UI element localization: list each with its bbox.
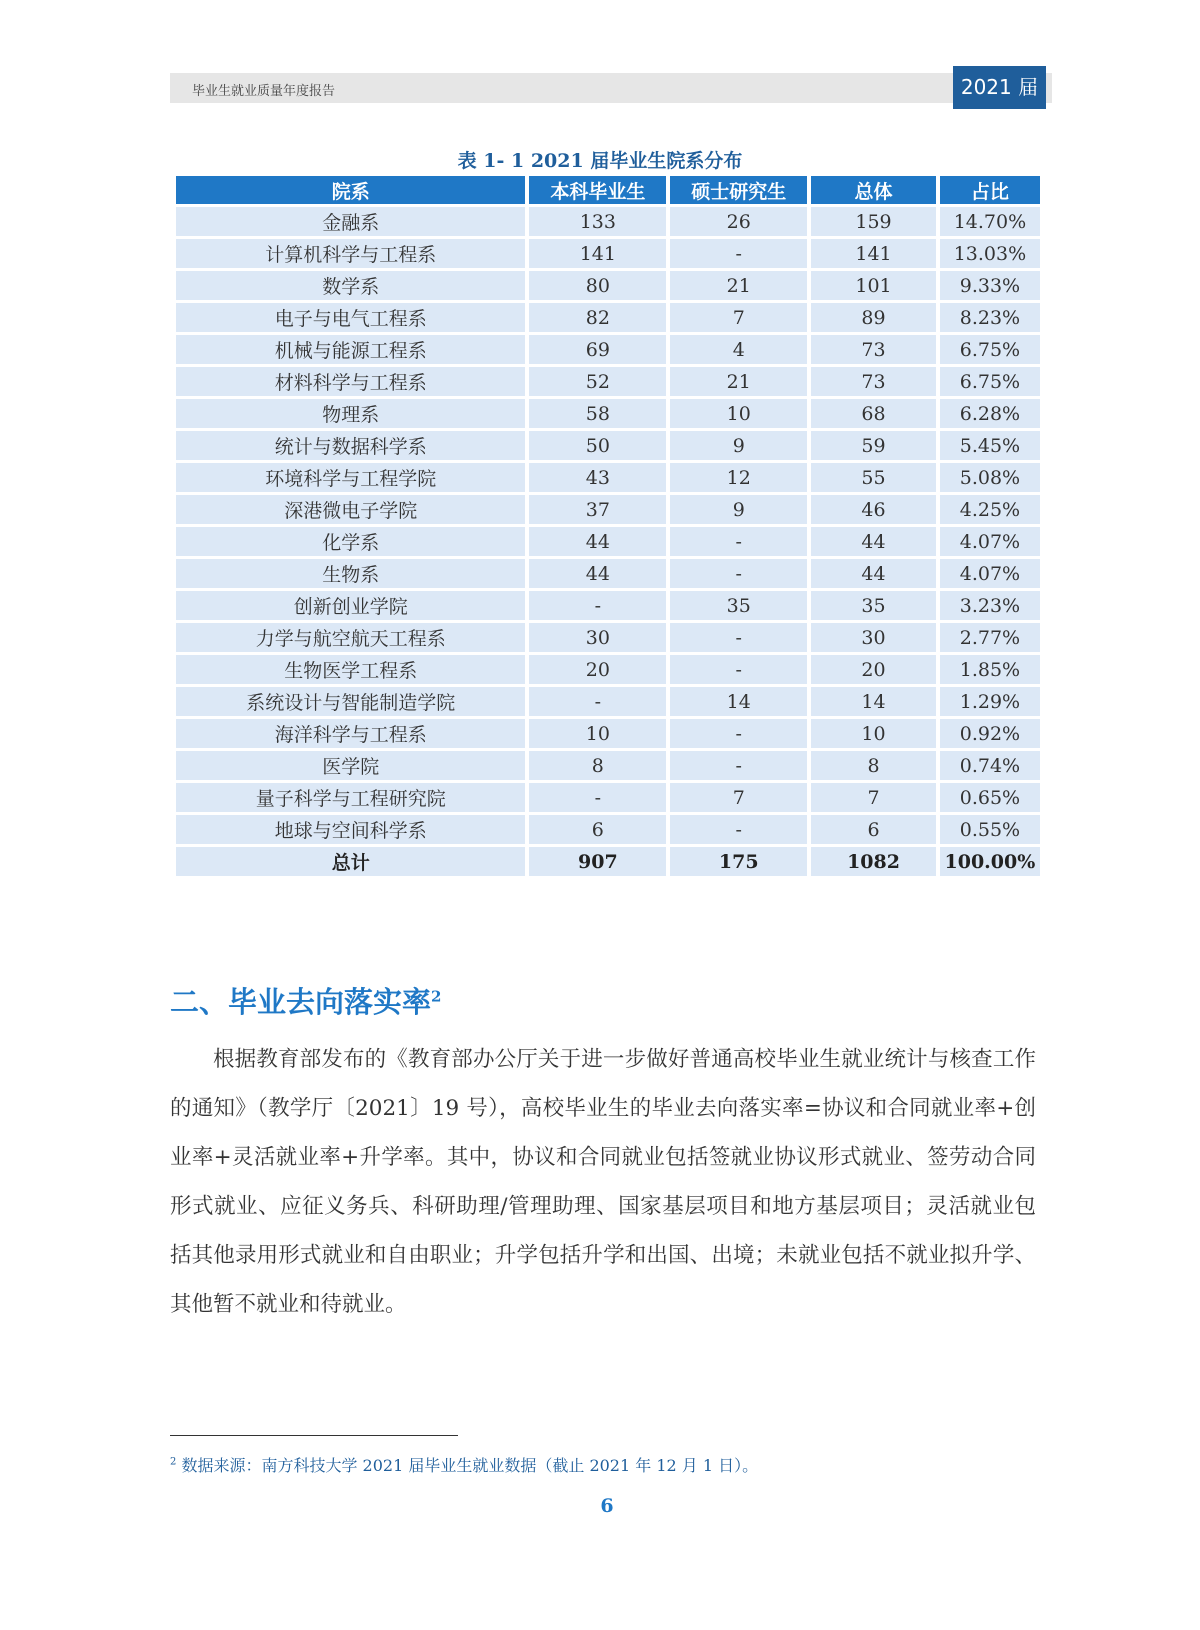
cell-department: 医学院 — [176, 751, 525, 780]
cell-master: - — [670, 751, 807, 780]
table-row — [176, 719, 1040, 748]
cell-undergrad: 44 — [529, 527, 666, 556]
cell-master: - — [670, 815, 807, 844]
cell-undergrad: 69 — [529, 335, 666, 364]
cell-master: 10 — [670, 399, 807, 428]
cell-master: 35 — [670, 591, 807, 620]
cell-undergrad: 10 — [529, 719, 666, 748]
cell-undergrad: 6 — [529, 815, 666, 844]
cell-total: 73 — [811, 367, 936, 396]
cell-share: 0.65% — [940, 783, 1040, 812]
cell-master: 21 — [670, 271, 807, 300]
section-heading — [170, 980, 441, 1021]
col-header-total: 总体 — [811, 176, 936, 204]
cell-undergrad: - — [529, 591, 666, 620]
cell-total: 6 — [811, 815, 936, 844]
cell-share: 0.92% — [940, 719, 1040, 748]
cell-master: 7 — [670, 783, 807, 812]
cell-total: 46 — [811, 495, 936, 524]
cell-share: 1.29% — [940, 687, 1040, 716]
cell-total: 35 — [811, 591, 936, 620]
cell-share: 6.75% — [940, 367, 1040, 396]
cell-total: 89 — [811, 303, 936, 332]
cell-total: 44 — [811, 559, 936, 588]
cell-department: 材料科学与工程系 — [176, 367, 525, 396]
body-paragraph: 根据教育部发布的《教育部办公厅关于进一步做好普通高校毕业生就业统计与核查工作的通知》（教学厅〔2021〕19 号），高校毕业生的毕业去向落实率=协议和合同就业率+创业率+灵活就业率+升学率。其中，协议和合同就业包括签就业协议形式就业、签劳动合同形式就业、应征义务兵、科研助理/管理助理、国家基层项目和地方基层项目；灵活就业包括其他录用形式就业和自由职业；升学包括升学和出国、出境；未就业包括不就业拟升学、其他暂不就业和待就业。 — [170, 1047, 1036, 1317]
cell-master: - — [670, 527, 807, 556]
cell-department: 电子与电气工程系 — [176, 303, 525, 332]
cell-total: 141 — [811, 239, 936, 268]
cell-undergrad: 82 — [529, 303, 666, 332]
cell-master: 21 — [670, 367, 807, 396]
cell-department: 环境科学与工程学院 — [176, 463, 525, 492]
cell-department: 深港微电子学院 — [176, 495, 525, 524]
col-header-undergrad: 本科毕业生 — [529, 176, 666, 204]
cell-undergrad: - — [529, 783, 666, 812]
cell-department: 生物医学工程系 — [176, 655, 525, 684]
page-number: 6 — [600, 1495, 614, 1517]
total-cell-share: 100.00% — [940, 847, 1040, 876]
cell-department: 数学系 — [176, 271, 525, 300]
cell-department: 统计与数据科学系 — [176, 431, 525, 460]
cell-undergrad: 52 — [529, 367, 666, 396]
cell-total: 68 — [811, 399, 936, 428]
cell-share: 6.28% — [940, 399, 1040, 428]
cell-department: 物理系 — [176, 399, 525, 428]
cell-share: 0.55% — [940, 815, 1040, 844]
footnote-divider — [170, 1435, 458, 1436]
table-row — [176, 431, 1040, 460]
footnote — [170, 1453, 758, 1476]
cell-share: 13.03% — [940, 239, 1040, 268]
table-row — [176, 527, 1040, 556]
table-row — [176, 367, 1040, 396]
table-body — [176, 207, 1040, 876]
cell-undergrad: 20 — [529, 655, 666, 684]
cell-undergrad: 50 — [529, 431, 666, 460]
cell-undergrad: 43 — [529, 463, 666, 492]
cell-total: 7 — [811, 783, 936, 812]
report-title: 毕业生就业质量年度报告 — [192, 84, 336, 99]
cell-share: 2.77% — [940, 623, 1040, 652]
cell-share: 8.23% — [940, 303, 1040, 332]
cell-total: 30 — [811, 623, 936, 652]
cell-master: 14 — [670, 687, 807, 716]
table-row — [176, 463, 1040, 492]
table-header-row — [176, 176, 1040, 204]
cell-master: - — [670, 719, 807, 748]
cell-total: 159 — [811, 207, 936, 236]
cell-department: 地球与空间科学系 — [176, 815, 525, 844]
cell-undergrad: - — [529, 687, 666, 716]
cell-total: 59 — [811, 431, 936, 460]
cell-total: 10 — [811, 719, 936, 748]
cell-undergrad: 133 — [529, 207, 666, 236]
table-row — [176, 303, 1040, 332]
table-row — [176, 655, 1040, 684]
section-heading-text: 二、毕业去向落实率 — [170, 985, 432, 1019]
cell-master: - — [670, 559, 807, 588]
cell-share: 4.07% — [940, 527, 1040, 556]
cell-share: 4.07% — [940, 559, 1040, 588]
cell-total: 14 — [811, 687, 936, 716]
table-row — [176, 495, 1040, 524]
table-total-row — [176, 847, 1040, 876]
table-row — [176, 751, 1040, 780]
total-cell-department: 总计 — [176, 847, 525, 876]
cell-total: 73 — [811, 335, 936, 364]
table-row — [176, 239, 1040, 268]
cell-share: 1.85% — [940, 655, 1040, 684]
table-row — [176, 207, 1040, 236]
cell-department: 金融系 — [176, 207, 525, 236]
table-row — [176, 687, 1040, 716]
cell-master: 9 — [670, 495, 807, 524]
footnote-text: 数据来源：南方科技大学 2021 届毕业生就业数据（截止 2021 年 12 月 1 日）。 — [181, 1456, 759, 1475]
cell-department: 创新创业学院 — [176, 591, 525, 620]
cell-department: 计算机科学与工程系 — [176, 239, 525, 268]
cell-master: - — [670, 239, 807, 268]
cell-undergrad: 30 — [529, 623, 666, 652]
cell-undergrad: 58 — [529, 399, 666, 428]
cell-department: 化学系 — [176, 527, 525, 556]
cell-total: 55 — [811, 463, 936, 492]
cell-department: 量子科学与工程研究院 — [176, 783, 525, 812]
cell-total: 101 — [811, 271, 936, 300]
cell-total: 8 — [811, 751, 936, 780]
table-row — [176, 399, 1040, 428]
table-row — [176, 559, 1040, 588]
cell-share: 0.74% — [940, 751, 1040, 780]
cell-department: 生物系 — [176, 559, 525, 588]
cell-share: 4.25% — [940, 495, 1040, 524]
cell-master: - — [670, 655, 807, 684]
cell-undergrad: 37 — [529, 495, 666, 524]
cell-master: 12 — [670, 463, 807, 492]
cell-master: - — [670, 623, 807, 652]
cell-share: 5.08% — [940, 463, 1040, 492]
footnote-mark: 2 — [170, 1456, 177, 1468]
cell-total: 20 — [811, 655, 936, 684]
year-badge: 2021 届 — [953, 66, 1046, 109]
cell-master: 9 — [670, 431, 807, 460]
cell-undergrad: 44 — [529, 559, 666, 588]
cell-department: 海洋科学与工程系 — [176, 719, 525, 748]
cell-undergrad: 8 — [529, 751, 666, 780]
cell-undergrad: 141 — [529, 239, 666, 268]
cell-total: 44 — [811, 527, 936, 556]
cell-share: 9.33% — [940, 271, 1040, 300]
cell-share: 6.75% — [940, 335, 1040, 364]
table-row — [176, 591, 1040, 620]
cell-department: 机械与能源工程系 — [176, 335, 525, 364]
col-header-department: 院系 — [176, 176, 525, 204]
total-cell-total: 1082 — [811, 847, 936, 876]
cell-master: 26 — [670, 207, 807, 236]
table-caption: 表 1- 1 2021 届毕业生院系分布 — [457, 150, 743, 172]
cell-department: 系统设计与智能制造学院 — [176, 687, 525, 716]
table-row — [176, 623, 1040, 652]
total-cell-master: 175 — [670, 847, 807, 876]
cell-undergrad: 80 — [529, 271, 666, 300]
table-row — [176, 783, 1040, 812]
table-row — [176, 815, 1040, 844]
cell-master: 7 — [670, 303, 807, 332]
cell-share: 14.70% — [940, 207, 1040, 236]
table-row — [176, 271, 1040, 300]
footnote-ref: 2 — [431, 987, 442, 1006]
cell-master: 4 — [670, 335, 807, 364]
col-header-share: 占比 — [940, 176, 1040, 204]
cell-share: 3.23% — [940, 591, 1040, 620]
department-distribution-table — [172, 173, 1044, 879]
cell-share: 5.45% — [940, 431, 1040, 460]
total-cell-undergrad: 907 — [529, 847, 666, 876]
table-row — [176, 335, 1040, 364]
cell-department: 力学与航空航天工程系 — [176, 623, 525, 652]
col-header-master: 硕士研究生 — [670, 176, 807, 204]
